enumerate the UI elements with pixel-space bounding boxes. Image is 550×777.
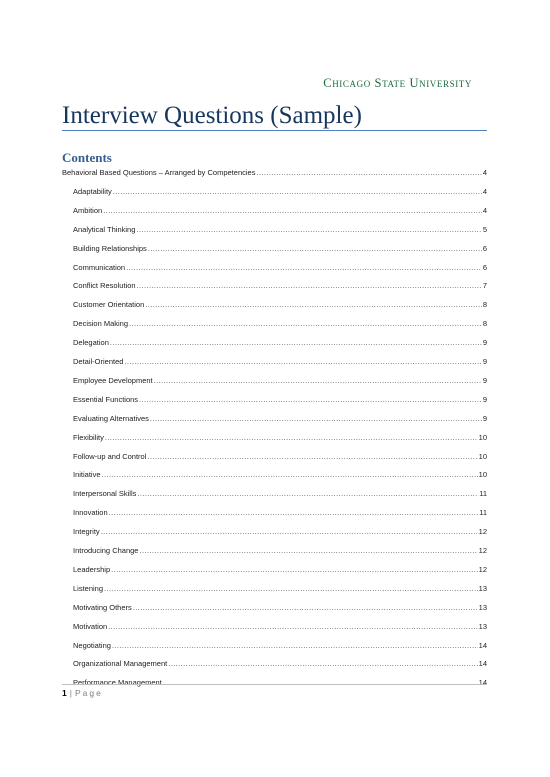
toc-entry[interactable] (73, 489, 487, 498)
toc-entry-page: 12 (478, 546, 487, 555)
toc-entry-label: Organizational Management (73, 659, 168, 668)
toc-entry[interactable] (73, 300, 487, 309)
page-label: Page (74, 688, 103, 698)
toc-dot-leader (103, 206, 482, 215)
toc-dot-leader (113, 187, 482, 196)
toc-dot-leader (124, 357, 481, 366)
toc-entry-label: Customer Orientation (73, 300, 145, 309)
toc-dot-leader (105, 433, 478, 442)
footer-divider (62, 684, 487, 685)
toc-entry-label: Interpersonal Skills (73, 489, 137, 498)
toc-dot-leader (154, 376, 482, 385)
page-number: 1 (62, 688, 67, 698)
toc-dot-leader (133, 603, 478, 612)
toc-entry-label: Delegation (73, 338, 109, 347)
toc-entry-page: 11 (479, 508, 487, 517)
toc-entry-label: Conflict Resolution (73, 281, 136, 290)
toc-entry-page: 9 (482, 376, 487, 385)
toc-entry-page: 9 (482, 338, 487, 347)
toc-entry-page: 4 (482, 168, 487, 177)
toc-entry[interactable] (73, 244, 487, 253)
toc-entry-label: Flexibility (73, 433, 104, 442)
toc-entry-page: 5 (482, 225, 487, 234)
toc-entry[interactable] (73, 206, 487, 215)
toc-entry-label: Follow-up and Control (73, 452, 147, 461)
toc-entry-page: 6 (482, 244, 487, 253)
toc-entry-page: 13 (478, 622, 487, 631)
toc-entry[interactable] (73, 452, 487, 461)
toc-entry-page: 9 (482, 395, 487, 404)
toc-entry-label: Detail-Oriented (73, 357, 124, 366)
toc-entry-page: 14 (478, 641, 487, 650)
toc-dot-leader (126, 263, 482, 272)
toc-dot-leader (110, 338, 482, 347)
toc-dot-leader (148, 244, 482, 253)
page-footer (62, 688, 103, 698)
toc-dot-leader (168, 659, 477, 668)
toc-entry-page: 9 (482, 357, 487, 366)
toc-dot-leader (101, 527, 478, 536)
toc-entry-label: Motivating Others (73, 603, 132, 612)
toc-dot-leader (102, 470, 478, 479)
title-underline (62, 130, 487, 131)
toc-dot-leader (109, 508, 479, 517)
toc-entry-page: 4 (482, 206, 487, 215)
toc-entry[interactable] (73, 659, 487, 668)
toc-entry-page: 4 (482, 187, 487, 196)
university-logo (323, 76, 472, 91)
toc-entry-label: Initiative (73, 470, 101, 479)
toc-entry-label: Performance Management (73, 678, 162, 687)
toc-dot-leader (163, 678, 478, 687)
toc-dot-leader (147, 452, 477, 461)
toc-entry[interactable] (73, 357, 487, 366)
toc-entry-page: 8 (482, 319, 487, 328)
toc-entry-label: Motivation (73, 622, 108, 631)
toc-dot-leader (145, 300, 482, 309)
toc-entry[interactable] (73, 376, 487, 385)
toc-entry-page: 14 (478, 678, 487, 687)
toc-entry[interactable] (73, 470, 487, 479)
toc-entry-page: 13 (478, 584, 487, 593)
toc-entry[interactable] (73, 622, 487, 631)
toc-entry-page: 12 (478, 527, 487, 536)
toc-entry-page: 6 (482, 263, 487, 272)
toc-entry[interactable] (73, 678, 487, 687)
toc-entry-label: Analytical Thinking (73, 225, 136, 234)
toc-entry-page: 9 (482, 414, 487, 423)
toc-entry[interactable] (73, 433, 487, 442)
document-title: Interview Questions (Sample) (62, 102, 362, 129)
toc-entry-label: Negotiating (73, 641, 111, 650)
toc-entry[interactable] (73, 263, 487, 272)
toc-entry[interactable] (73, 603, 487, 612)
toc-entry[interactable] (73, 187, 487, 196)
toc-entry-label: Introducing Change (73, 546, 139, 555)
toc-entry-label: Decision Making (73, 319, 129, 328)
toc-entry[interactable] (73, 414, 487, 423)
toc-dot-leader (112, 641, 478, 650)
toc-entry[interactable] (73, 319, 487, 328)
toc-dot-leader (256, 168, 481, 177)
toc-entry-page: 11 (479, 489, 487, 498)
toc-entry-label: Essential Functions (73, 395, 139, 404)
toc-entry[interactable] (73, 225, 487, 234)
footer-separator: | (69, 688, 72, 698)
toc-entry[interactable] (73, 281, 487, 290)
toc-entry-label: Ambition (73, 206, 103, 215)
toc-entry-page: 10 (478, 433, 487, 442)
toc-entry-label: Leadership (73, 565, 111, 574)
toc-dot-leader (139, 395, 482, 404)
toc-dot-leader (137, 489, 478, 498)
toc-entry-label: Adaptability (73, 187, 112, 196)
toc-dot-leader (108, 622, 477, 631)
toc-entry-page: 14 (478, 659, 487, 668)
toc-entry-label: Listening (73, 584, 104, 593)
toc-entry[interactable] (73, 641, 487, 650)
toc-dot-leader (111, 565, 478, 574)
toc-entry-label: Building Relationships (73, 244, 147, 253)
toc-dot-leader (136, 225, 481, 234)
toc-entry-page: 8 (482, 300, 487, 309)
toc-entry-label: Evaluating Alternatives (73, 414, 149, 423)
contents-heading: Contents (62, 150, 112, 165)
toc-entry[interactable] (73, 546, 487, 555)
toc-entry-label: Communication (73, 263, 126, 272)
toc-entry-label: Behavioral Based Questions – Arranged by Competencies (62, 168, 256, 177)
toc-entry-page: 13 (478, 603, 487, 612)
toc-entry[interactable] (73, 338, 487, 347)
logo-text: Chicago State University (323, 76, 472, 90)
toc-entry-label: Innovation (73, 508, 108, 517)
toc-entry-page: 10 (478, 470, 487, 479)
toc-entry[interactable] (73, 508, 487, 517)
toc-dot-leader (104, 584, 478, 593)
toc-entry[interactable] (73, 527, 487, 536)
toc-entry-label: Employee Development (73, 376, 153, 385)
toc-entry-page: 7 (482, 281, 487, 290)
toc-entry[interactable] (62, 168, 487, 177)
toc-dot-leader (150, 414, 482, 423)
toc-entry[interactable] (73, 395, 487, 404)
toc-dot-leader (137, 281, 482, 290)
toc-dot-leader (139, 546, 477, 555)
toc-entry[interactable] (73, 565, 487, 574)
toc-entry-page: 10 (478, 452, 487, 461)
toc-dot-leader (129, 319, 482, 328)
toc-entry-label: Integrity (73, 527, 100, 536)
toc-entry[interactable] (73, 584, 487, 593)
toc-entry-page: 12 (478, 565, 487, 574)
